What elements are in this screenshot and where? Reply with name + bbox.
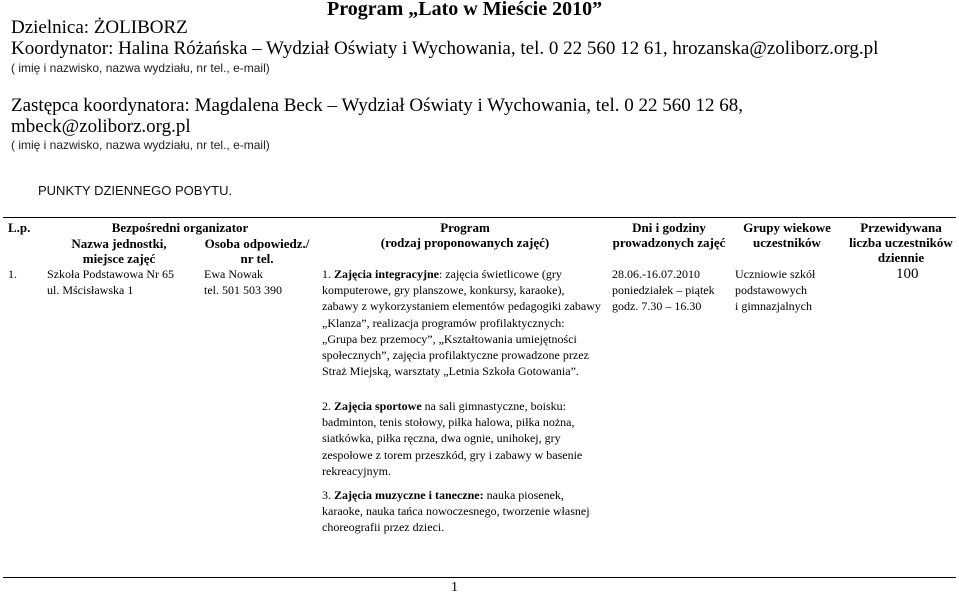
header-expected (842, 220, 959, 265)
header-expected-line3: dziennie (877, 250, 925, 265)
deputy-email: mbeck@zoliborz.org.pl (11, 116, 191, 137)
header-unit-name-line2: miejsce zajęć (82, 251, 156, 266)
row-groups-line1: Uczniowie szkół (735, 267, 816, 281)
header-days-line2: prowadzonych zajęć (612, 235, 726, 250)
header-program (340, 220, 590, 250)
page-number: 1 (451, 580, 458, 595)
row-lp: 1. (8, 267, 17, 281)
header-groups (735, 220, 839, 250)
row-unit-address: ul. Mścisławska 1 (47, 283, 134, 297)
row-expected: 100 (896, 266, 919, 282)
header-groups-line1: Grupy wiekowe (743, 220, 831, 235)
section-title: PUNKTY DZIENNEGO POBYTU. (38, 183, 233, 198)
header-person-line2: nr tel. (240, 251, 274, 266)
program-description: na sali gimnastyczne, boisku: badminton, tenis stołowy, piłka halowa, piłka nożna, siatkówka, piłka ręczna, dwa ognie, unihokej, gry zespołowe z torem przeszkód, gry i zabawy w basenie rekreacyjnym. (322, 399, 583, 478)
header-lp: L.p. (8, 220, 31, 235)
program-number: 3. (322, 488, 334, 502)
deputy-hint: ( imię i nazwisko, nazwa wydziału, nr tel., e-mail) (11, 138, 270, 152)
header-expected-line2: liczba uczestników (849, 235, 953, 250)
row-groups-line3: i gimnazjalnych (735, 299, 812, 313)
header-days-line1: Dni i godziny (632, 220, 706, 235)
header-program-line2: (rodzaj proponowanych zajęć) (380, 235, 550, 250)
header-person (197, 236, 317, 266)
table-bottom-border (3, 577, 956, 578)
row-person (204, 266, 282, 298)
program-item (322, 398, 602, 479)
district-label: Dzielnica: ŻOLIBORZ (11, 17, 188, 38)
program-description: nauka piosenek, karaoke, nauka tańca nowoczesnego, tworzenie własnej choreografii przez dzieci. (322, 488, 590, 535)
row-days-hours: godz. 7.30 – 16.30 (612, 299, 702, 313)
row-person-phone: tel. 501 503 390 (204, 283, 282, 297)
row-groups (735, 266, 815, 314)
program-item (322, 487, 602, 536)
header-program-line1: Program (440, 220, 490, 235)
program-name: Zajęcia muzyczne i taneczne: (334, 488, 484, 502)
header-person-line1: Osoba odpowiedz./ (204, 236, 310, 251)
program-description: : zajęcia świetlicowe (gry komputerowe, gry planszowe, konkursy, karaoke), zabawy z wykorzystaniem elementów pedagogiki zabawy „Klanza”, realizacja programów profilaktycznych: „Grupa bez przemocy”, „Kształtowania umiejętności społecznych”, zajęcia profilaktyczne prowadzone przez Straż Miejską, warsztaty „Letnia Szkoła Gotowania”. (322, 267, 601, 379)
coordinator-hint: ( imię i nazwisko, nazwa wydziału, nr tel., e-mail) (11, 61, 270, 75)
header-expected-line1: Przewidywana (860, 220, 942, 235)
program-name: Zajęcia sportowe (334, 399, 422, 413)
coordinator-line: Koordynator: Halina Różańska – Wydział Oświaty i Wychowania, tel. 0 22 560 12 61, hrozanska@zoliborz.org.pl (11, 38, 879, 59)
row-days-weekdays: poniedziałek – piątek (612, 283, 715, 297)
deputy-line: Zastępca koordynatora: Magdalena Beck – Wydział Oświaty i Wychowania, tel. 0 22 560 12 68, (11, 95, 744, 116)
program-item (322, 266, 602, 379)
row-groups-line2: podstawowych (735, 283, 807, 297)
header-days (604, 220, 734, 250)
row-unit (47, 266, 174, 298)
header-unit-name (35, 236, 203, 266)
program-name: Zajęcia integracyjne (334, 267, 439, 281)
row-unit-name: Szkoła Podstawowa Nr 65 (47, 267, 174, 281)
header-groups-line2: uczestników (753, 235, 821, 250)
program-number: 1. (322, 267, 334, 281)
program-number: 2. (322, 399, 334, 413)
document-title: Program „Lato w Mieście 2010” (327, 0, 603, 20)
table-top-border (3, 217, 956, 218)
header-unit-name-line1: Nazwa jednostki, (71, 236, 167, 251)
row-days-dates: 28.06.-16.07.2010 (612, 267, 700, 281)
row-days (612, 266, 715, 314)
row-person-name: Ewa Nowak (204, 267, 263, 281)
header-organizer: Bezpośredni organizator (111, 220, 249, 235)
